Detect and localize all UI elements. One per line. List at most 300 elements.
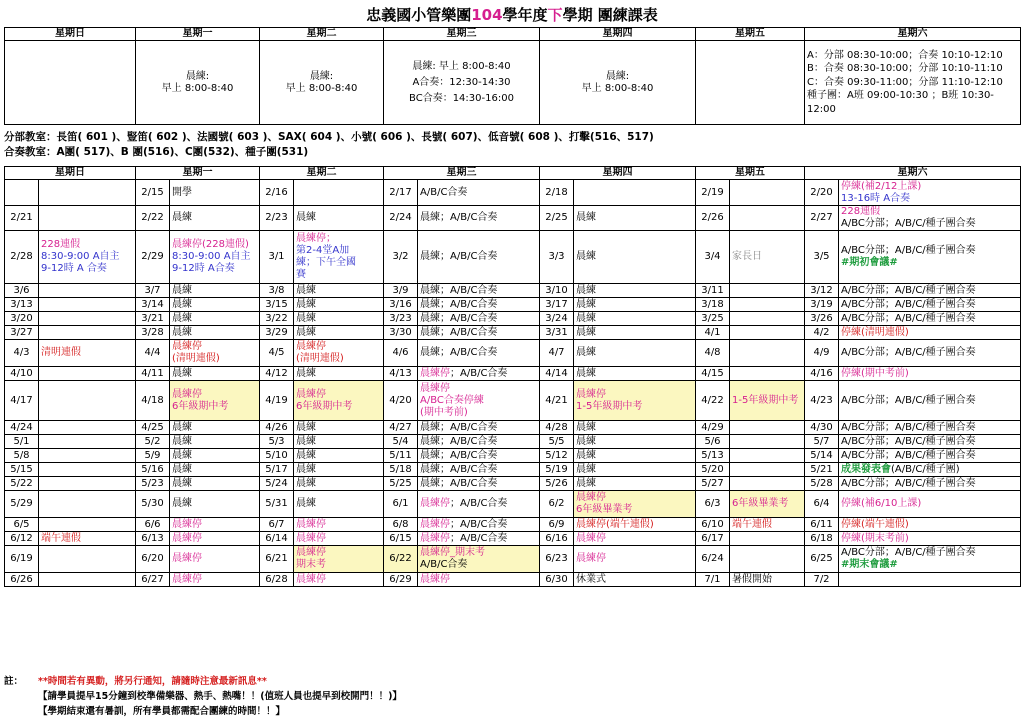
event-cell (730, 206, 805, 231)
event-text: 晨練停 (576, 553, 606, 564)
date-cell: 4/19 (260, 381, 294, 421)
event-text: 晨練停 (420, 367, 450, 379)
event-cell (839, 573, 1021, 587)
event-text: 晨練；A/B/C合奏 (420, 435, 498, 447)
event-text: 賽 (296, 269, 306, 280)
date-cell: 4/18 (136, 381, 170, 421)
day-header: 星期二 (260, 28, 384, 41)
date-cell: 5/26 (540, 477, 574, 491)
date-cell: 4/29 (696, 421, 730, 435)
date-cell: 6/25 (805, 546, 839, 573)
date-cell: 5/10 (260, 449, 294, 463)
schedule-row (5, 491, 1021, 518)
date-cell: 6/9 (540, 518, 574, 532)
date-cell: 4/2 (805, 326, 839, 340)
date-cell: 3/21 (136, 312, 170, 326)
event-cell (574, 463, 696, 477)
event-text: A/BC分部；A/B/C/種子團合奏 (841, 421, 976, 433)
date-cell: 4/27 (384, 421, 418, 435)
date-cell: 5/27 (696, 477, 730, 491)
event-cell (839, 298, 1021, 312)
event-cell (839, 449, 1021, 463)
date-cell: 4/6 (384, 340, 418, 367)
event-cell (39, 491, 136, 518)
date-cell: 3/11 (696, 284, 730, 298)
event-text: 晨練 (172, 449, 192, 461)
date-cell: 4/23 (805, 381, 839, 421)
date-cell: 5/31 (260, 491, 294, 518)
event-cell (730, 518, 805, 532)
page-title (0, 6, 1024, 24)
date-cell: 2/15 (136, 180, 170, 206)
event-cell (294, 298, 384, 312)
event-cell (39, 546, 136, 573)
date-cell: 5/8 (5, 449, 39, 463)
date-cell: 5/2 (136, 435, 170, 449)
schedule-body (5, 180, 1021, 587)
event-cell (730, 532, 805, 546)
date-cell: 2/29 (136, 231, 170, 284)
event-text: A/BC分部；A/B/C/種子團合奏 (841, 312, 976, 324)
date-cell: 6/20 (136, 546, 170, 573)
event-text: 晨練；A/B/C合奏 (420, 298, 498, 310)
event-cell (839, 463, 1021, 477)
schedule-row (5, 367, 1021, 381)
event-text: A/BC分部；A/B/C/種子團合奏 (841, 284, 976, 296)
event-cell (839, 518, 1021, 532)
event-cell (730, 381, 805, 421)
date-cell: 6/29 (384, 573, 418, 587)
event-text: 晨練 (172, 326, 192, 338)
event-text: 晨練停 (296, 573, 326, 585)
event-text: 晨練停 (172, 341, 202, 352)
event-text: 停練(清明連假) (841, 326, 909, 338)
date-cell: 6/27 (136, 573, 170, 587)
event-cell (418, 546, 540, 573)
event-cell (170, 518, 260, 532)
date-cell: 5/15 (5, 463, 39, 477)
date-cell: 4/17 (5, 381, 39, 421)
event-cell (39, 206, 136, 231)
event-text: 晨練 (576, 435, 596, 447)
event-text: 晨練 (172, 212, 192, 223)
event-text: 晨練停 (420, 532, 450, 544)
day-header: 星期二 (260, 167, 384, 180)
event-cell (170, 421, 260, 435)
schedule-row (5, 312, 1021, 326)
event-text: (清明連假) (296, 353, 344, 364)
event-cell (574, 421, 696, 435)
event-cell (170, 326, 260, 340)
event-text: 停練(期末考前) (841, 532, 909, 544)
event-cell (170, 449, 260, 463)
event-cell (170, 477, 260, 491)
event-text: 停練(補6/10上課) (841, 498, 922, 509)
event-cell (418, 231, 540, 284)
event-cell (574, 206, 696, 231)
event-text: 晨練 (172, 312, 192, 324)
event-cell (170, 435, 260, 449)
event-cell (418, 573, 540, 587)
event-cell (574, 573, 696, 587)
event-cell (574, 532, 696, 546)
event-text: 8:30-9:00 A自主 (172, 251, 251, 262)
event-cell (294, 367, 384, 381)
title-term: 下 (547, 6, 563, 24)
date-cell: 4/12 (260, 367, 294, 381)
date-cell: 3/28 (136, 326, 170, 340)
event-cell (39, 231, 136, 284)
date-cell: 5/23 (136, 477, 170, 491)
event-cell (839, 312, 1021, 326)
event-cell (294, 491, 384, 518)
event-cell (170, 206, 260, 231)
date-cell: 3/23 (384, 312, 418, 326)
event-cell (170, 284, 260, 298)
schedule-row (5, 477, 1021, 491)
event-cell (418, 180, 540, 206)
event-text: 晨練；A/B/C合奏 (420, 463, 498, 475)
event-text: 6年級期中考 (172, 400, 229, 412)
event-cell (39, 326, 136, 340)
date-cell: 3/3 (540, 231, 574, 284)
day-header: 星期五 (696, 28, 805, 41)
date-cell: 6/1 (384, 491, 418, 518)
title-mid: 學年度 (502, 6, 548, 24)
event-text: 晨練；A/B/C合奏 (420, 326, 498, 338)
date-cell: 4/7 (540, 340, 574, 367)
event-text: 晨練 (296, 463, 316, 475)
event-cell (730, 340, 805, 367)
event-cell (418, 326, 540, 340)
date-cell: 4/14 (540, 367, 574, 381)
event-cell (418, 298, 540, 312)
date-cell: 6/19 (5, 546, 39, 573)
date-cell: 2/17 (384, 180, 418, 206)
event-cell (39, 518, 136, 532)
date-cell: 4/22 (696, 381, 730, 421)
event-cell (730, 546, 805, 573)
event-cell (294, 381, 384, 421)
event-cell (170, 573, 260, 587)
date-cell: 5/17 (260, 463, 294, 477)
event-text: 端午連假 (732, 518, 772, 530)
schedule-row (5, 381, 1021, 421)
hours-mon: 晨練: 早上 8:00-8:40 (136, 41, 260, 125)
schedule-header-row (5, 167, 1021, 180)
event-cell (730, 491, 805, 518)
event-cell (39, 477, 136, 491)
event-cell (730, 573, 805, 587)
event-cell (39, 449, 136, 463)
event-text: 晨練 (296, 477, 316, 489)
date-cell: 5/18 (384, 463, 418, 477)
date-cell: 6/8 (384, 518, 418, 532)
schedule-row (5, 231, 1021, 284)
event-text: 晨練停 (172, 573, 202, 585)
date-cell: 4/13 (384, 367, 418, 381)
note-summer: 【學期結束還有暑訓，所有學員都需配合團練的時間！！】 (38, 706, 286, 717)
event-cell (418, 463, 540, 477)
event-text: 停練(期中考前) (841, 367, 909, 379)
day-header: 星期四 (540, 167, 696, 180)
date-cell: 5/25 (384, 477, 418, 491)
event-cell (39, 340, 136, 367)
date-cell: 5/12 (540, 449, 574, 463)
event-cell (294, 312, 384, 326)
event-cell (574, 491, 696, 518)
event-text: 晨練停 (296, 532, 326, 544)
event-cell (294, 231, 384, 284)
schedule-row (5, 298, 1021, 312)
event-text: 成果發表會 (841, 463, 891, 475)
date-cell: 6/12 (5, 532, 39, 546)
event-text: 開學 (172, 186, 192, 198)
event-text: 休業式 (576, 573, 606, 585)
date-cell: 6/17 (696, 532, 730, 546)
date-cell: 6/2 (540, 491, 574, 518)
event-cell (418, 381, 540, 421)
schedule-row (5, 449, 1021, 463)
day-header: 星期六 (805, 167, 1021, 180)
date-cell: 6/23 (540, 546, 574, 573)
event-text: 晨練停 (172, 532, 202, 544)
date-cell: 3/27 (5, 326, 39, 340)
note-change: **時間若有異動，將另行通知，請隨時注意最新訊息** (38, 676, 267, 687)
event-cell (574, 546, 696, 573)
event-text: 9-12時 A 合奏 (41, 263, 107, 274)
event-text: 晨練停 (172, 388, 202, 400)
event-text: A/BC分部；A/B/C/種子團合奏 (841, 245, 976, 256)
date-cell: 5/30 (136, 491, 170, 518)
event-text: 期末考 (296, 559, 326, 570)
date-cell: 3/17 (540, 298, 574, 312)
event-text: 8:30-9:00 A自主 (41, 251, 120, 262)
event-cell (39, 532, 136, 546)
hours-fri (696, 41, 805, 125)
event-text: A/BC分部；A/B/C/種子團合奏 (841, 218, 976, 229)
date-cell: 2/22 (136, 206, 170, 231)
day-header: 星期四 (540, 28, 696, 41)
date-cell: 4/4 (136, 340, 170, 367)
event-text: 晨練 (172, 498, 192, 509)
date-cell: 4/3 (5, 340, 39, 367)
event-text: 6年級畢業考 (576, 504, 633, 515)
event-cell (730, 312, 805, 326)
day-header: 星期日 (5, 28, 136, 41)
event-cell (730, 180, 805, 206)
event-text: 晨練 (296, 449, 316, 461)
schedule-row (5, 435, 1021, 449)
notes (4, 674, 402, 719)
event-cell (170, 298, 260, 312)
date-cell: 4/15 (696, 367, 730, 381)
event-text: A/BC分部；A/B/C/種子團合奏 (841, 477, 976, 489)
event-cell (730, 231, 805, 284)
event-text: 停練(補2/12上課) (841, 180, 922, 192)
event-text: 晨練停 (420, 573, 450, 585)
event-text: A/BC分部；A/B/C/種子團合奏 (841, 298, 976, 310)
event-cell (418, 491, 540, 518)
date-cell: 6/26 (5, 573, 39, 587)
date-cell: 4/8 (696, 340, 730, 367)
event-text: 晨練；A/B/C合奏 (420, 421, 498, 433)
date-cell: 4/21 (540, 381, 574, 421)
date-cell: 3/10 (540, 284, 574, 298)
event-cell (418, 518, 540, 532)
event-text: 晨練 (576, 367, 596, 379)
sectional-rooms: 分部教室：長笛( 601 )、豎笛( 602 )、法國號( 603 )、SAX( 604 )、小號( 606 )、長號( 607)、低音號( 608 )、打擊(516、517) (4, 131, 654, 143)
event-cell (730, 326, 805, 340)
date-cell: 6/3 (696, 491, 730, 518)
date-cell: 6/11 (805, 518, 839, 532)
date-cell: 6/22 (384, 546, 418, 573)
date-cell: 3/15 (260, 298, 294, 312)
hours-sun (5, 41, 136, 125)
date-cell: 5/6 (696, 435, 730, 449)
event-cell (294, 340, 384, 367)
day-header: 星期六 (805, 28, 1021, 41)
date-cell: 5/24 (260, 477, 294, 491)
date-cell: 5/19 (540, 463, 574, 477)
date-cell: 3/6 (5, 284, 39, 298)
event-cell (294, 435, 384, 449)
event-text: 晨練 (576, 251, 596, 262)
schedule-row (5, 326, 1021, 340)
event-cell (730, 435, 805, 449)
event-text: (清明連假) (172, 353, 220, 364)
date-cell: 4/16 (805, 367, 839, 381)
date-cell: 4/5 (260, 340, 294, 367)
event-text: 晨練 (172, 477, 192, 489)
event-text: 晨練停 (296, 518, 326, 530)
event-text: 晨練停 (296, 388, 326, 400)
event-cell (418, 206, 540, 231)
date-cell: 6/15 (384, 532, 418, 546)
event-cell (574, 340, 696, 367)
event-text: 晨練 (576, 212, 596, 223)
date-cell: 3/26 (805, 312, 839, 326)
event-text: 1-5年級期中考 (576, 400, 643, 412)
event-text: #期末會議# (841, 559, 898, 570)
event-text: 晨練 (576, 449, 596, 461)
event-text: 晨練；A/B/C合奏 (420, 212, 498, 223)
event-text: 晨練停(端午連假) (576, 518, 654, 530)
event-cell (839, 532, 1021, 546)
event-text: 6年級期中考 (296, 400, 353, 412)
event-cell (294, 546, 384, 573)
event-cell (730, 463, 805, 477)
date-cell: 4/30 (805, 421, 839, 435)
notes-label: 註： (4, 676, 24, 687)
date-cell: 5/28 (805, 477, 839, 491)
date-cell: 6/10 (696, 518, 730, 532)
event-cell (574, 381, 696, 421)
event-cell (574, 367, 696, 381)
event-cell (39, 312, 136, 326)
schedule-row (5, 463, 1021, 477)
event-cell (839, 367, 1021, 381)
event-text: ；A/B/C合奏 (450, 518, 508, 530)
day-header: 星期一 (136, 28, 260, 41)
event-cell (39, 421, 136, 435)
event-cell (170, 532, 260, 546)
hours-sat: A：分部 08:30-10:00；合奏 10:10-12:10 B：合奏 08:30-10:00；分部 10:10-11:10 C：合奏 09:30-11:00；分部 11:10-12:10 種子團：A班 09:00-10:30 ；B班 10:30-12:00 (805, 41, 1021, 125)
event-cell (170, 491, 260, 518)
event-cell (730, 421, 805, 435)
event-text: 晨練；A/B/C合奏 (420, 449, 498, 461)
date-cell: 2/27 (805, 206, 839, 231)
event-text: 晨練 (296, 298, 316, 310)
event-cell (418, 477, 540, 491)
event-text: 晨練；A/B/C合奏 (420, 251, 498, 262)
event-cell (294, 449, 384, 463)
note-arrive: 【請學員提早15分鐘到校準備樂器、熱手、熱嘴！！(值班人員也提早到校開門！！)】 (38, 691, 402, 702)
date-cell: 7/2 (805, 573, 839, 587)
event-text: 晨練停 (420, 518, 450, 530)
date-cell: 2/26 (696, 206, 730, 231)
event-cell (574, 518, 696, 532)
date-cell: 3/30 (384, 326, 418, 340)
event-text: 練；下午全國 (296, 257, 356, 268)
event-text: 家長日 (732, 251, 762, 262)
day-header: 星期三 (384, 28, 540, 41)
event-cell (170, 312, 260, 326)
event-text: 晨練 (296, 312, 316, 324)
date-cell: 3/13 (5, 298, 39, 312)
event-cell (294, 180, 384, 206)
event-text: 晨練；A/B/C合奏 (420, 347, 498, 358)
event-cell (39, 367, 136, 381)
schedule-row (5, 284, 1021, 298)
event-text: 晨練停 (576, 532, 606, 544)
event-text: 晨練 (296, 212, 316, 223)
event-cell (418, 421, 540, 435)
event-cell (839, 206, 1021, 231)
date-cell: 3/2 (384, 231, 418, 284)
event-cell (730, 298, 805, 312)
date-cell: 5/11 (384, 449, 418, 463)
event-text: 晨練 (296, 498, 316, 509)
event-text: 端午連假 (41, 532, 81, 544)
event-cell (39, 180, 136, 206)
event-cell (39, 435, 136, 449)
event-cell (418, 340, 540, 367)
date-cell: 4/11 (136, 367, 170, 381)
title-year: 104 (471, 6, 503, 24)
event-cell (418, 367, 540, 381)
event-text: 228連假 (841, 206, 881, 217)
event-text: 晨練 (172, 421, 192, 433)
event-cell (294, 463, 384, 477)
ensemble-rooms: 合奏教室：A團( 517)、B 團(516)、C團(532)、種子團(531) (4, 146, 309, 158)
date-cell: 3/4 (696, 231, 730, 284)
event-cell (39, 284, 136, 298)
event-text: 晨練；A/B/C合奏 (420, 284, 498, 296)
event-text: ；A/B/C合奏 (450, 498, 508, 509)
date-cell: 6/7 (260, 518, 294, 532)
event-text: 9-12時 A合奏 (172, 263, 235, 274)
date-cell: 4/20 (384, 381, 418, 421)
event-text: A/B/C合奏 (420, 559, 468, 570)
event-text: 晨練 (296, 367, 316, 379)
event-cell (170, 463, 260, 477)
title-post: 學期 團練課表 (562, 6, 658, 24)
date-cell: 2/20 (805, 180, 839, 206)
date-cell: 2/16 (260, 180, 294, 206)
event-cell (574, 284, 696, 298)
date-cell: 5/21 (805, 463, 839, 477)
